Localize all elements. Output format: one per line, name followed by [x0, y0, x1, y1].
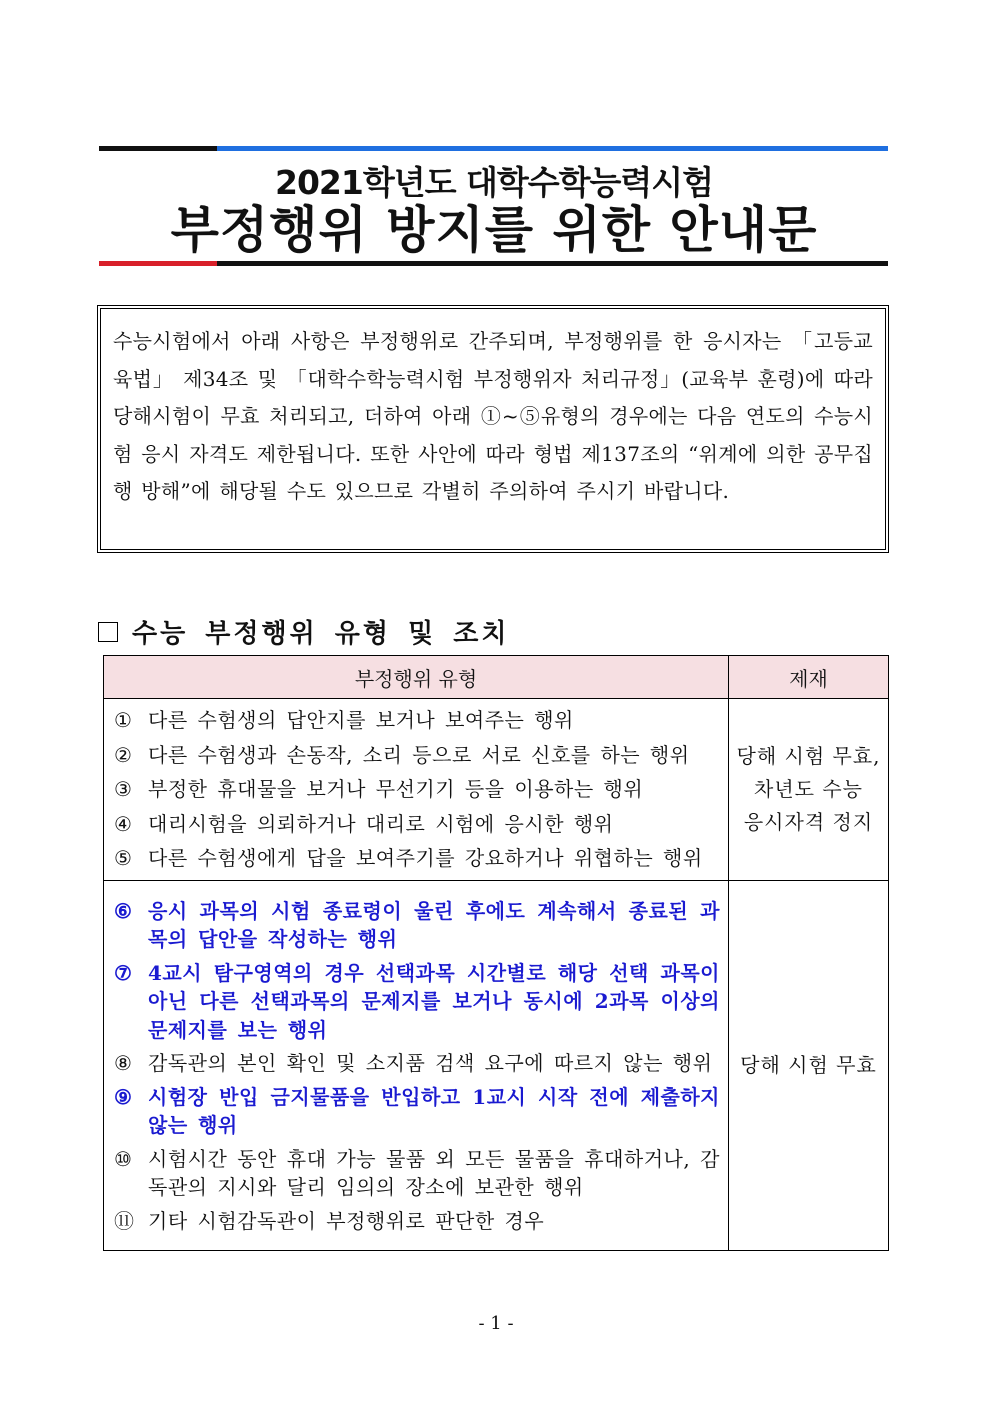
section-title: 수능 부정행위 유형 및 조치: [132, 619, 510, 649]
header-misconduct-type: 부정행위 유형: [104, 656, 729, 699]
list-item: ⑧ 감독관의 본인 확인 및 소지품 검색 요구에 따르지 않는 행위: [114, 1051, 713, 1075]
group1-penalty: 당해 시험 무효, 차년도 수능 응시자격 정지: [729, 699, 889, 881]
top-bar-blue: [217, 146, 888, 151]
list-item: ① 다른 수험생의 답안지를 보거나 보여주는 행위: [114, 708, 574, 732]
checkbox-square-icon: [98, 622, 118, 642]
list-item: ④ 대리시험을 의뢰하거나 대리로 시험에 응시한 행위: [114, 811, 614, 836]
list-item: ③ 부정한 휴대물을 보거나 무선기기 등을 이용하는 행위: [114, 777, 644, 801]
header-penalty: 제재: [729, 656, 889, 699]
group2-items: [104, 880, 729, 1251]
table-row-group1: [104, 699, 889, 881]
list-item: ⑥ 응시 과목의 시험 종료령이 울린 후에도 계속해서 종료된 과목의 답안을 작성하는 행위: [114, 898, 720, 951]
document-title: 부정행위 방지를 위한 안내문: [170, 201, 818, 259]
list-item: ⑨ 시험장 반입 금지물품을 반입하고 1교시 시작 전에 제출하지 않는 행위: [114, 1084, 720, 1137]
list-item: ⑤ 다른 수험생에게 답을 보여주기를 강요하거나 위협하는 행위: [114, 846, 703, 870]
list-item: ⑩ 시험시간 동안 휴대 가능 물품 외 모든 물품을 휴대하거나, 감독관의 지시와 달리 임의의 장소에 보관한 행위: [114, 1146, 720, 1199]
document-subtitle: 2021학년도 대학수학능력시험: [275, 163, 713, 202]
section-heading: [98, 613, 509, 650]
notice-text: 수능시험에서 아래 사항은 부정행위로 간주되며, 부정행위를 한 응시자는 「고등교육법」 제34조 및 「대학수학능력시험 부정행위자 처리규정」(교육부 훈령)에 따라 당해시험이 무효 처리되고, 더하여 아래 ①~⑤유형의 경우에는 다음 연도의 수능시험 응시 자격도 제한됩니다. 또한 사안에 따라 형법 제137조의 “위계에 의한 공무집행 방해”에 해당될 수도 있으므로 각별히 주의하여 주시기 바랍니다.: [113, 329, 873, 503]
list-item: ⑦ 4교시 탐구영역의 경우 선택과목 시간별로 해당 선택 과목이 아닌 다른 선택과목의 문제지를 보거나 동시에 2과목 이상의 문제지를 보는 행위: [114, 960, 720, 1042]
table-header-row: [104, 656, 889, 699]
bottom-bar-black: [217, 261, 888, 266]
table-row-group2: [104, 880, 889, 1251]
group1-items: [104, 699, 729, 881]
list-item: ② 다른 수험생과 손동작, 소리 등으로 서로 신호를 하는 행위: [114, 742, 690, 767]
misconduct-table: [103, 655, 889, 1251]
group2-penalty: 당해 시험 무효: [729, 880, 889, 1251]
top-bar-black: [99, 146, 217, 151]
list-item: ⑪ 기타 시험감독관이 부정행위로 판단한 경우: [114, 1208, 545, 1233]
notice-box: [97, 305, 889, 553]
bottom-bar-red: [99, 261, 217, 266]
page-number: - 1 -: [478, 1313, 514, 1334]
